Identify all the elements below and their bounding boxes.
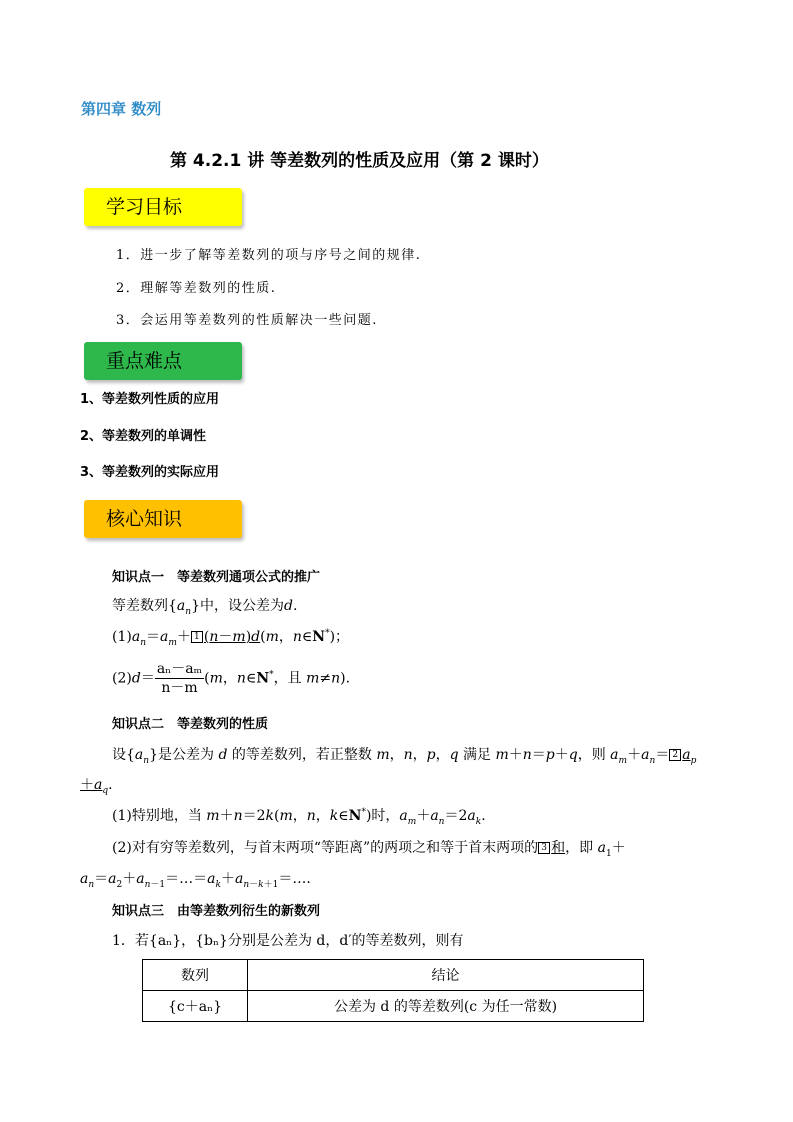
- kp2-finite-cont: $a_n=a_2+a_{n-1}=\dots=a_k+a_{n-k+1}=\dots$.: [80, 871, 311, 890]
- chapter-heading: 第四章 数列: [81, 100, 162, 118]
- table-header-row: [143, 960, 644, 991]
- table-cell: {c＋aₙ}: [143, 991, 248, 1022]
- table-header: 结论: [248, 960, 644, 991]
- lesson-title: 第 4.2.1 讲 等差数列的性质及应用（第 2 课时）: [170, 151, 549, 171]
- derived-sequence-table: [142, 959, 644, 1022]
- table-header: 数列: [143, 960, 248, 991]
- difficulty-item: 3、等差数列的实际应用: [80, 465, 220, 480]
- fraction: $\frac{\text{aₙ－aₘ}}{n-m}$: [156, 661, 203, 696]
- table-cell: 公差为 d 的等差数列(c 为任一常数): [248, 991, 644, 1022]
- core-knowledge-banner: 核心知识: [84, 500, 242, 538]
- kp2-finite-case: (2)对有穷等差数列，与首末两项“等距离”的两项之和等于首末两项的 3 和，即 $a_1+$: [112, 840, 626, 859]
- goal-item: 3．会运用等差数列的性质解决一些问题.: [116, 313, 378, 328]
- kp1-formula-2: (2)d＝ $\frac{\text{aₙ－aₘ}}{n-m}$ (m，n∈N*，且 m≠n).: [112, 661, 351, 696]
- difficulty-item: 2、等差数列的单调性: [80, 429, 207, 444]
- answer-box-3: 3: [538, 842, 550, 854]
- knowledge-point-2-title: 知识点二 等差数列的性质: [112, 717, 269, 732]
- kp2-special-case: (1)特别地，当 m＋n＝2k(m，n，k∈N*)时，$a_m+a_n=2a_k$.: [112, 807, 486, 827]
- answer-box-1: 1: [191, 631, 203, 643]
- difficulty-item: 1、等差数列性质的应用: [80, 392, 220, 407]
- kp3-intro: 1．若{aₙ}，{bₙ}分别是公差为 d，d′的等差数列，则有: [112, 933, 464, 949]
- learning-goals-banner: 学习目标: [84, 188, 242, 226]
- goal-item: 2．理解等差数列的性质.: [116, 281, 277, 296]
- kp2-property-line: 设$\{a_n\}$是公差为 d 的等差数列，若正整数 m，n，p，q 满足 m＋n＝p＋q，则 $a_m+a_n= 2$ $a_p$: [112, 747, 697, 766]
- key-difficulties-banner: 重点难点: [84, 342, 242, 380]
- goal-item: 1．进一步了解等差数列的项与序号之间的规律.: [116, 248, 422, 263]
- answer-box-2: 2: [669, 749, 681, 761]
- kp1-formula-1: $(1)a_n=a_m+ 1$ (n－m)d(m，n∈N*)；: [112, 628, 350, 648]
- kp2-property-cont: $+a_q$.: [80, 777, 113, 796]
- knowledge-point-1-title: 知识点一 等差数列通项公式的推广: [112, 570, 321, 585]
- table-row: [143, 991, 644, 1022]
- kp1-intro: 等差数列$\{a_n\}$中，设公差为d.: [112, 598, 298, 617]
- knowledge-point-3-title: 知识点三 由等差数列衍生的新数列: [112, 904, 321, 919]
